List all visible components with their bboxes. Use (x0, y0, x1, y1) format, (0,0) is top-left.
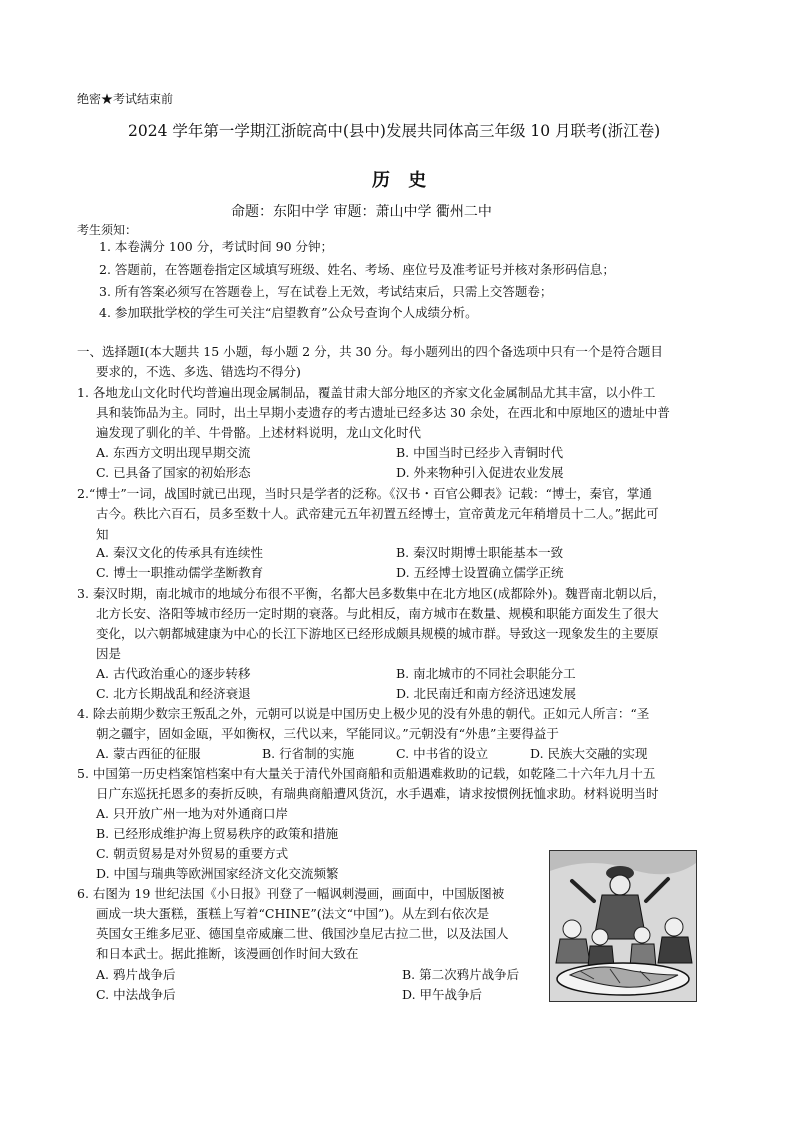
notice-item: 2. 答题前，在答题卷指定区域填写班级、姓名、考场、座位号及准考证号并核对条形码信息； (99, 262, 615, 277)
question-5-option-c: C. 朝贡贸易是对外贸易的重要方式 (96, 846, 289, 861)
question-6-option-c: C. 中法战争后 (96, 987, 176, 1002)
satirical-cartoon-image (549, 850, 697, 1002)
question-1-stem: 遍发现了驯化的羊、牛骨骼。上述材料说明，龙山文化时代 (96, 425, 422, 440)
question-3-option-d: D. 北民南迁和南方经济迅速发展 (396, 686, 577, 701)
question-2-stem: 古今。秩比六百石，员多至数十人。武帝建元五年初置五经博士，宣帝黄龙元年稍增员十二人。”据此可 (96, 506, 659, 521)
question-3-stem: 3. 秦汉时期，南北城市的地域分布很不平衡，名都大邑多数集中在北方地区(成都除外)。魏晋南北朝以后， (77, 586, 666, 601)
question-3-stem: 变化，以六朝都城建康为中心的长江下游地区已经形成颇具规模的城市群。导致这一现象发生的主要原 (96, 626, 659, 641)
cartoon-drawing (550, 851, 696, 1001)
question-5-stem: 日广东巡抚托恩多的奏折反映，有瑞典商船遭风货沉，水手遇难，请求按惯例抚恤求助。材料说明当时 (96, 786, 659, 801)
question-4-stem: 朝之疆宇，固如金瓯，平如衡权，三代以来，罕能同议。”元朝没有“外患”主要得益于 (96, 726, 559, 741)
subject-title: 历 史 (372, 170, 433, 191)
question-5-option-d: D. 中国与瑞典等欧洲国家经济文化交流频繁 (96, 866, 339, 881)
question-1-stem: 具和装饰品为主。同时，出土早期小麦遗存的考古遗址已经多达 30 余处，在西北和中原地区的遗址中普 (96, 405, 670, 420)
section-heading: 一、选择题Ⅰ(本大题共 15 小题，每小题 2 分，共 30 分。每小题列出的四个备选项中只有一个是符合题目 (77, 344, 663, 359)
question-3-stem: 北方长安、洛阳等城市经历一定时期的衰落。与此相反，南方城市在数量、规模和职能方面发生了很大 (96, 606, 659, 621)
question-5-option-b: B. 已经形成维护海上贸易秩序的政策和措施 (96, 826, 339, 841)
question-3-stem: 因是 (96, 646, 122, 661)
question-3-option-c: C. 北方长期战乱和经济衰退 (96, 686, 251, 701)
question-6-option-a: A. 鸦片战争后 (96, 967, 176, 982)
question-3-option-b: B. 南北城市的不同社会职能分工 (396, 666, 576, 681)
question-2-stem: 知 (96, 527, 109, 542)
notice-item: 3. 所有答案必须写在答题卷上，写在试卷上无效，考试结束后，只需上交答题卷； (99, 284, 553, 299)
question-2-option-c: C. 博士一职推动儒学垄断教育 (96, 565, 264, 580)
question-3-option-a: A. 古代政治重心的逐步转移 (96, 666, 251, 681)
question-4-option-a: A. 蒙古西征的征服 (96, 746, 201, 761)
authors-line: 命题：东阳中学 审题：萧山中学 衢州二中 (231, 204, 492, 220)
question-4-stem: 4. 除去前期少数宗王叛乱之外，元朝可以说是中国历史上极少见的没有外患的朝代。正如元人所言：“圣 (77, 706, 650, 721)
secret-label: 绝密★考试结束前 (77, 92, 174, 106)
question-1-stem: 1. 各地龙山文化时代均普遍出现金属制品，覆盖甘肃大部分地区的齐家文化金属制品尤其丰富，以小件工 (77, 385, 656, 400)
question-6-option-d: D. 甲午战争后 (402, 987, 483, 1002)
question-6-stem: 英国女王维多尼亚、德国皇帝威廉二世、俄国沙皇尼古拉二世，以及法国人 (96, 926, 509, 941)
question-6-stem: 6. 右图为 19 世纪法国《小日报》刊登了一幅讽刺漫画，画面中，中国版图被 (77, 886, 505, 901)
question-4-option-c: C. 中书省的设立 (396, 746, 489, 761)
question-2-stem: 2.“博士”一词，战国时就已出现，当时只是学者的泛称。《汉书・百官公卿表》记载：“博士，秦官，掌通 (77, 486, 652, 501)
question-1-option-c: C. 已具备了国家的初始形态 (96, 465, 251, 480)
question-1-option-d: D. 外来物种引入促进农业发展 (396, 465, 564, 480)
question-5-option-a: A. 只开放广州一地为对外通商口岸 (96, 806, 288, 821)
question-6-option-b: B. 第二次鸦片战争后 (402, 967, 520, 982)
question-4-option-d: D. 民族大交融的实现 (530, 746, 648, 761)
notice-heading: 考生须知： (77, 223, 138, 237)
question-6-stem: 和日本武士。据此推断，该漫画创作时间大致在 (96, 946, 359, 961)
notice-item: 4. 参加联批学校的学生可关注“启望教育”公众号查询个人成绩分析。 (99, 305, 478, 320)
section-heading-cont: 要求的，不选、多选、错选均不得分) (96, 364, 301, 379)
question-1-option-b: B. 中国当时已经步入青铜时代 (396, 445, 564, 460)
question-6-stem: 画成一块大蛋糕，蛋糕上写着“CHINE”(法文“中国”)。从左到右依次是 (96, 906, 490, 921)
question-4-option-b: B. 行省制的实施 (262, 746, 355, 761)
question-5-stem: 5. 中国第一历史档案馆档案中有大量关于清代外国商船和贡船遇难救助的记载，如乾隆二十六年九月十五 (77, 766, 656, 781)
question-2-option-d: D. 五经博士设置确立儒学正统 (396, 565, 564, 580)
exam-title: 2024 学年第一学期江浙皖高中(县中)发展共同体高三年级 10 月联考(浙江卷) (128, 122, 661, 140)
question-1-option-a: A. 东西方文明出现早期交流 (96, 445, 251, 460)
question-2-option-b: B. 秦汉时期博士职能基本一致 (396, 545, 564, 560)
question-2-option-a: A. 秦汉文化的传承具有连续性 (96, 545, 263, 560)
notice-item: 1. 本卷满分 100 分，考试时间 90 分钟； (99, 239, 334, 254)
